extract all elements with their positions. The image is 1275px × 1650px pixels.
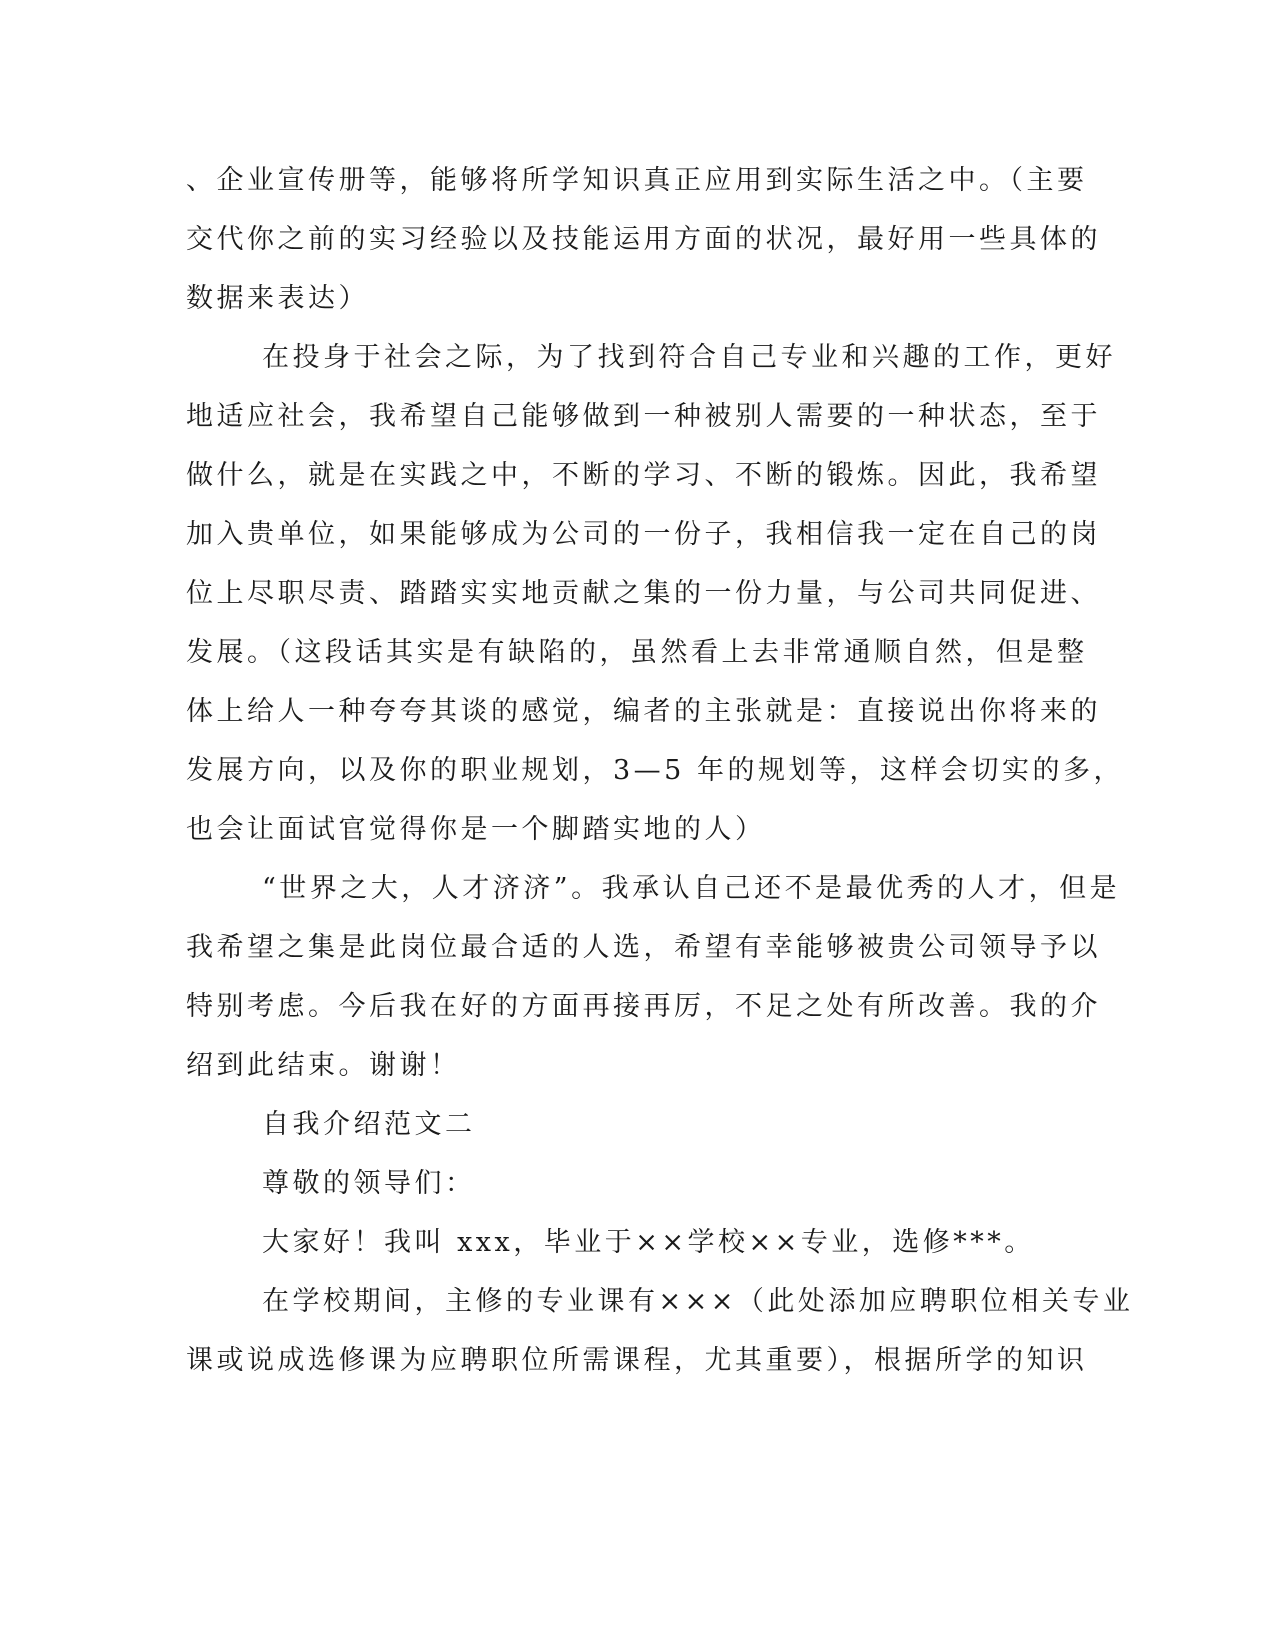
paragraph-line: 交代你之前的实习经验以及技能运用方面的状况，最好用一些具体的: [186, 224, 1101, 255]
paragraph-line: 、企业宣传册等，能够将所学知识真正应用到实际生活之中。（主要: [186, 165, 1088, 196]
paragraph-line: 也会让面试官觉得你是一个脚踏实地的人）: [186, 814, 766, 845]
paragraph-line: 发展方向，以及你的职业规划，3—5 年的规划等，这样会切实的多，: [186, 755, 1124, 786]
paragraph-line: 发展。（这段话其实是有缺陷的，虽然看上去非常通顺自然，但是整: [186, 637, 1088, 668]
section-heading: 自我介绍范文二: [262, 1109, 476, 1140]
paragraph-line: 大家好！我叫 xxx，毕业于××学校××专业，选修***。: [262, 1227, 1035, 1258]
paragraph-line: 体上给人一种夸夸其谈的感觉，编者的主张就是：直接说出你将来的: [186, 696, 1101, 727]
paragraph-line: 地适应社会，我希望自己能够做到一种被别人需要的一种状态，至于: [186, 401, 1101, 432]
paragraph-line: 课或说成选修课为应聘职位所需课程，尤其重要），根据所学的知识: [186, 1345, 1088, 1376]
paragraph-line: 加入贵单位，如果能够成为公司的一份子，我相信我一定在自己的岗: [186, 519, 1101, 550]
salutation: 尊敬的领导们：: [262, 1168, 476, 1199]
paragraph-line: “世界之大，人才济济”。我承认自己还不是最优秀的人才，但是: [262, 873, 1121, 904]
paragraph-line: 我希望之集是此岗位最合适的人选，希望有幸能够被贵公司领导予以: [186, 932, 1101, 963]
paragraph-line: 绍到此结束。谢谢！: [186, 1050, 461, 1081]
paragraph-line: 在学校期间，主修的专业课有×××（此处添加应聘职位相关专业: [262, 1286, 1134, 1317]
paragraph-line: 位上尽职尽责、踏踏实实地贡献之集的一份力量，与公司共同促进、: [186, 578, 1101, 609]
paragraph-line: 做什么，就是在实践之中，不断的学习、不断的锻炼。因此，我希望: [186, 460, 1101, 491]
paragraph-line: 数据来表达）: [186, 283, 369, 314]
paragraph-line: 在投身于社会之际，为了找到符合自己专业和兴趣的工作，更好: [262, 342, 1116, 373]
paragraph-line: 特别考虑。今后我在好的方面再接再厉，不足之处有所改善。我的介: [186, 991, 1101, 1022]
